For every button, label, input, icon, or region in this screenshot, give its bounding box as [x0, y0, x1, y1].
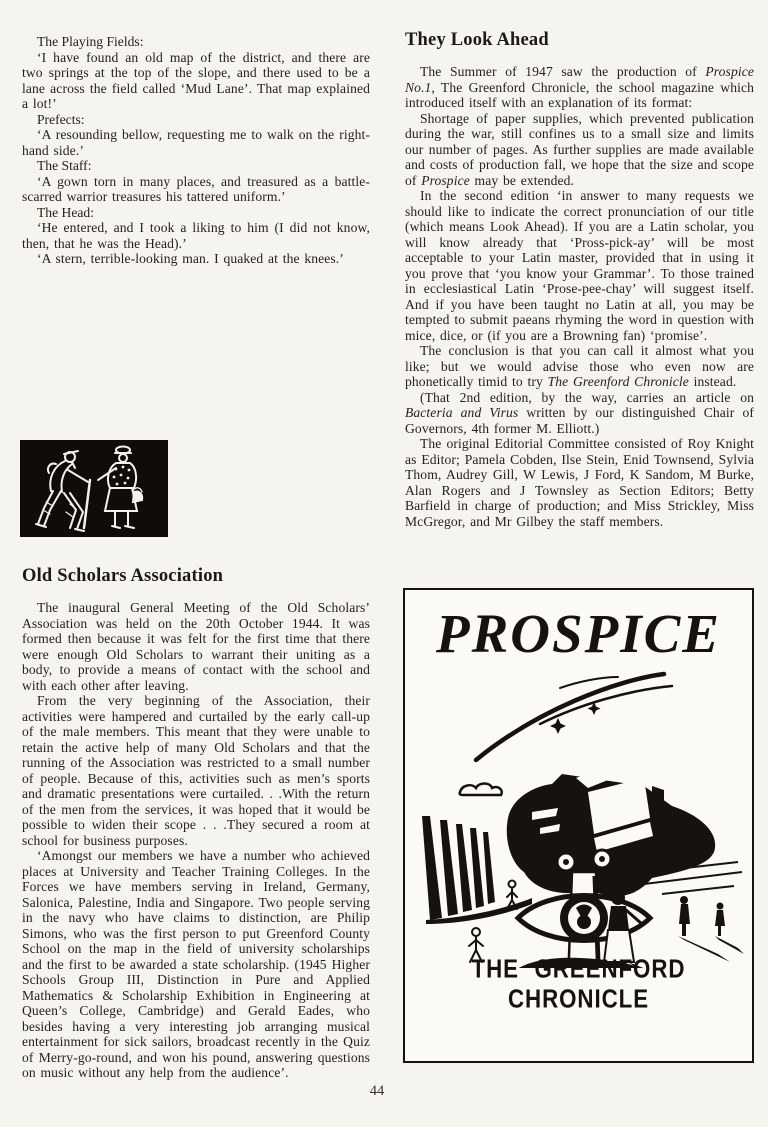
comet-streaks — [476, 674, 672, 760]
eye-on-column-illustration — [412, 666, 746, 968]
paragraph: Shortage of paper supplies, which prevented publication during the war, still confines us to a small size and limits our number of pages. As further supplies are made available and costs of production fall, we hope that the size and scope of Prospice may be extended. — [405, 110, 754, 188]
woodcut-background — [20, 440, 168, 537]
dark-cityscape-mass — [506, 762, 714, 896]
paragraph: (That 2nd edition, by the way, carries an article on Bacteria and Virus written by our distinguished Chair of Governors, 4th former M. Elliott.) — [405, 389, 754, 436]
quote-label: The Playing Fields: — [37, 34, 144, 49]
paragraph: From the very beginning of the Association, their activities were hampered and curtailed by the early call-up of the male members. This meant that they were unable to retain the active help of many Old Scholars and that the running of the Association was restricted to a small number of people. Because of this, activities such as men’s sports and dramatic presentations were curtailed. . .With the return of the men from the services, it was hoped that it would be possible to widen their scope . . .They secured a room at school for business purposes. — [22, 693, 370, 848]
paragraph: The inaugural General Meeting of the Old Scholars’ Association was held on the 20th October 1944. It was formed then because it was felt for the first time that there were enough Old Scholars to warrant their uniting as a body, to provide a means of contact with the school and with each other after leaving. — [22, 600, 370, 693]
quote-paragraph: ‘He entered, and I took a liking to him (I did not know, then, that he was the Head).’ — [22, 220, 370, 251]
quote-paragraph: ‘A stern, terrible-looking man. I quaked at the knees.’ — [37, 251, 344, 266]
paragraph: The conclusion is that you can call it almost what you like; but we would advise those who even now are phonetically timid to try The Greenford Chronicle instead. — [405, 343, 754, 389]
paragraph: The Summer of 1947 saw the production of Prospice No.1, The Greenford Chronicle, the school magazine which introduced itself with an explanation of its format: — [405, 64, 754, 110]
section-title: Old Scholars Association — [22, 566, 224, 586]
prospice-title: PROSPICE — [436, 603, 721, 664]
prospice-cover-box — [403, 588, 754, 1063]
paragraph: The original Editorial Committee consisted of Roy Knight as Editor; Pamela Cobden, Ilse Stein, Enid Townsend, Sylvia Thom, Audrey Gill, W Lewis, J Ford, K Sandom, M Burke, Alan Rogers and J Townsley as Section Editors; Betty Barfield in charge of production; and Miss Strickley, Miss McGregor, and Mr Gilbey the staff members. — [405, 436, 754, 529]
paragraph: In the second edition ‘in answer to many requests we should like to indicate the correct pronunciation of our title (which means Look Ahead). If you are a Latin scholar, you will know already that ‘Pross-pick-ay’ will be most acceptable to your Latin master, provided that in using it you prove that ‘you know your Grammar’. To those trained in ecclesiastical Latin ‘Prose-pee-chay’ will suggest itself. And if you have been taught no Latin at all, you may be tempted to submit paeans rhyming the word in question with mice, dice, or (if you are a Browning fan) ‘promise’. — [405, 188, 754, 343]
elderly-couple-woodcut-illustration — [20, 440, 168, 537]
page-number: 44 — [369, 1083, 385, 1099]
paragraph: ‘Amongst our members we have a number who achieved places at University and Teacher Training Colleges. In the Forces we have members serving in Ireland, Germany, Salonica, Palestine, India and Singapore. Two people serving in the navy who have claims to distinction, are Philip Simons, who was the first person to put Greenford County School on the map in the field of university scholarships and the first to be awarded a state scholarship. (1945 Higher Schools Group III, Distinction in Pure and Applied Mathematics & Scholarship Exhibition in Engineering at Queen’s College, Cambridge) and Gerald Eades, who besides having a very interesting job arranging musical entertainment for sick sailors, broadcast recently in the Quiz of Merry-go-round, and won his pound, answering questions on music without any help from the audience’. — [22, 848, 370, 1080]
quote-paragraph: ‘A resounding bellow, requesting me to walk on the right-hand side.’ — [22, 127, 370, 158]
they-look-ahead-section — [405, 30, 754, 529]
quote-label: Prefects: — [37, 111, 85, 127]
section-title: They Look Ahead — [405, 30, 549, 50]
quote-paragraph: ‘I have found an old map of the district, and there are two springs at the top of the slope, and there used to be a lane across the field called ‘Mud Lane’. That map explained a lot!’ — [22, 49, 370, 111]
quote-paragraph: ‘A gown torn in many places, and treasured as a battle-scarred warrior treasures his tattered uniform.’ — [22, 173, 370, 204]
quote-label: The Staff: — [37, 158, 92, 173]
quote-label: The Head: — [37, 204, 94, 220]
column-left — [22, 34, 370, 267]
old-scholars-section — [22, 566, 370, 1081]
greenford-chronicle-caption: THE GREENFORD CHRONICLE — [471, 954, 686, 1015]
